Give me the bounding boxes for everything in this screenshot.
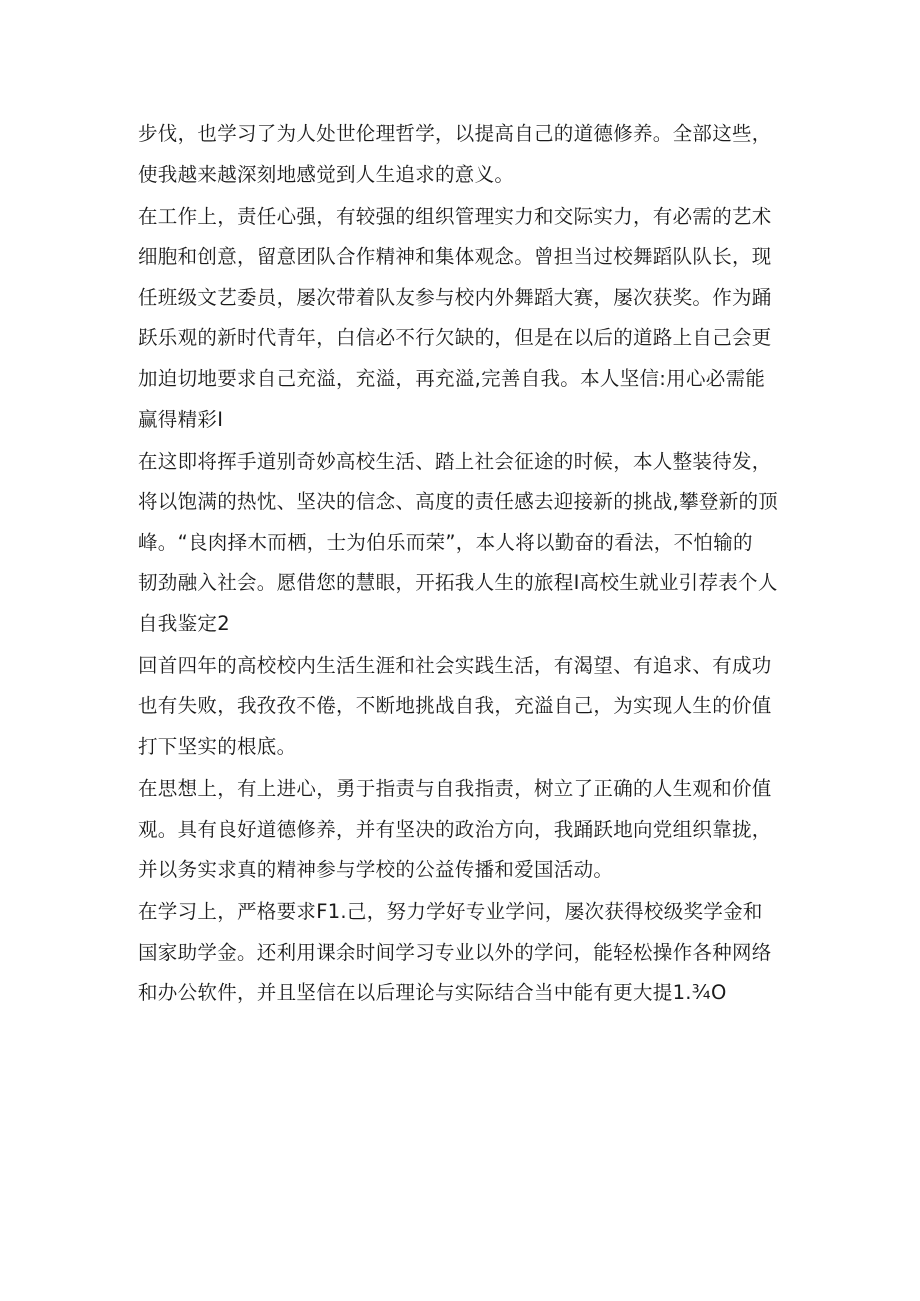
text-line: 在思想上，有上进心，勇于指责与自我指责，树立了正确的人生观和价值 bbox=[138, 777, 772, 801]
paragraph bbox=[138, 197, 798, 441]
text-line: 将以饱满的热忱、坚决的信念、高度的责任感去迎接新的挑战,攀登新的顶 bbox=[138, 490, 779, 514]
text-line: 自我鉴定2 bbox=[138, 611, 230, 635]
paragraph bbox=[138, 892, 798, 1014]
text-line: 加迫切地要求自己充溢，充溢，再充溢,完善自我。本人坚信:用心必需能 bbox=[138, 366, 766, 390]
text-line: 并以务实求真的精神参与学校的公益传播和爱国活动。 bbox=[138, 858, 614, 882]
text-line: 任班级文艺委员，屡次带着队友参与校内外舞蹈大赛，屡次获奖。作为踊 bbox=[138, 285, 772, 309]
text-line: 国家助学金。还利用课余时间学习专业以外的学问，能轻松操作各种网络 bbox=[138, 940, 772, 964]
paragraph bbox=[138, 442, 798, 645]
text-line: 在工作上，责任心强，有较强的组织管理实力和交际实力，有必需的艺术 bbox=[138, 204, 772, 228]
text-line: 也有失败，我孜孜不倦，不断地挑战自我，充溢自己，为实现人生的价值 bbox=[138, 694, 772, 718]
document-body bbox=[138, 114, 798, 1014]
text-line: 回首四年的高校校内生活生涯和社会实践生活，有渴望、有追求、有成功 bbox=[138, 653, 772, 677]
paragraph bbox=[138, 646, 798, 768]
paragraph bbox=[138, 114, 798, 195]
paragraph bbox=[138, 769, 798, 891]
text-line: 细胞和创意，留意团队合作精神和集体观念。曾担当过校舞蹈队队长，现 bbox=[138, 245, 772, 269]
text-line: 观。具有良好道德修养，并有坚决的政治方向，我踊跃地向党组织靠拢， bbox=[138, 817, 772, 841]
text-line: 峰。“良肉择木而栖，士为伯乐而荣”，本人将以勤奋的看法，不怕输的 bbox=[138, 530, 753, 554]
text-line: 和办公软件，并且坚信在以后理论与实际结合当中能有更大提1.¾O bbox=[138, 981, 727, 1005]
text-line: 跃乐观的新时代青年，白信必不行欠缺的，但是在以后的道路上自己会更 bbox=[138, 326, 772, 350]
text-line: 在这即将挥手道别奇妙高校生活、踏上社会征途的时候，本人整装待发， bbox=[138, 449, 772, 473]
text-line: 步伐，也学习了为人处世伦理哲学，以提高自己的道德修养。全部这些， bbox=[138, 122, 772, 145]
text-line: 在学习上，严格要求F1.己，努力学好专业学问，屡次获得校级奖学金和 bbox=[138, 900, 763, 924]
text-line: 使我越来越深刻地感觉到人生追求的意义。 bbox=[138, 162, 515, 186]
text-line: 韧劲融入社会。愿借您的慧眼，开拓我人生的旅程I高校生就业引荐表个人 bbox=[138, 571, 778, 595]
text-line: 赢得精彩I bbox=[138, 407, 224, 431]
text-line: 打下坚实的根底。 bbox=[138, 735, 297, 759]
